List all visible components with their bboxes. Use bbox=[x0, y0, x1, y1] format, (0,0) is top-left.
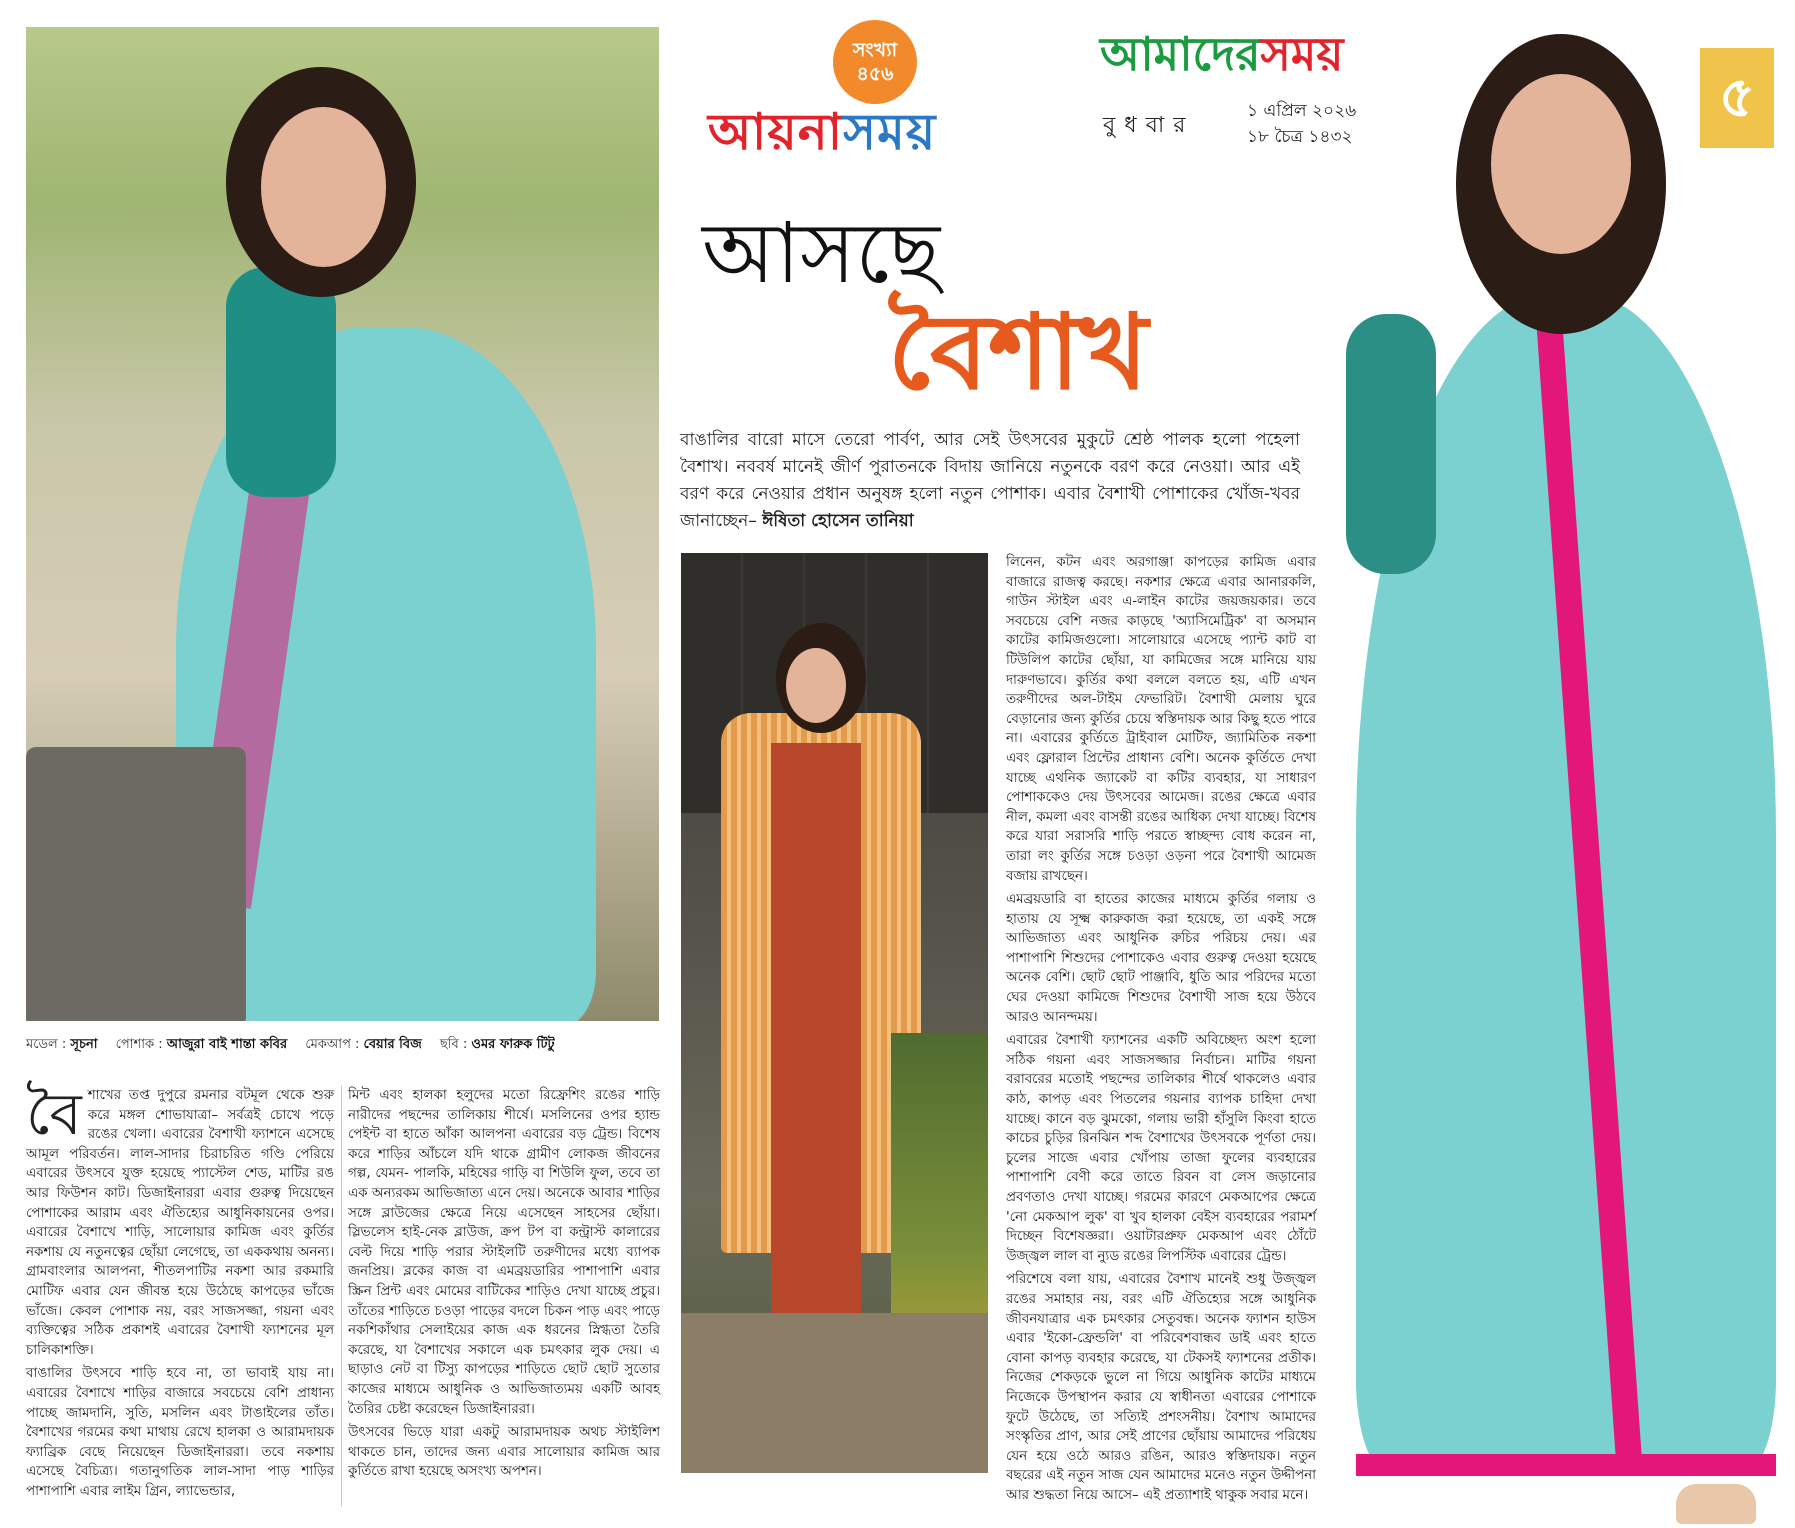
supplement-logo-part1: আয়না bbox=[708, 102, 844, 161]
article-paragraph: পরিশেষে বলা যায়, এবারের বৈশাখ মানেই শুধু উজ্জ্বল রঙের সমাহার নয়, বরং এটি ঐতিহ্যের সঙ্গে আধুনিক জীবনযাত্রার এক চমৎকার সেতুবন্ধ। অনেক ফ্যাশন হাউস এবার 'ইকো-ফ্রেন্ডলি' বা পরিবেশবান্ধব ডাই এবং হাতে বোনা কাপড় ব্যবহার করেছে, যা টেকসই ফ্যাশনের প্রতীক। নিজের শেকড়কে ভুলে না গিয়ে আধুনিক কাটের মাধ্যমে নিজেকে উপস্থাপন করার যে স্বাধীনতা এবারের পোশাকে ফুটে উঠেছে, তা সত্যিই প্রশংসনীয়। বৈশাখ আমাদের সংস্কৃতির প্রাণ, আর সেই প্রাণের ছোঁয়ায় আমাদের পরিধেয় যেন হয়ে ওঠে আরও রঙিন, আরও স্বস্তিদায়ক। নতুন বছরের এই নতুন সাজ যেন আমাদের মনেও নতুন উদ্দীপনা আর শুদ্ধতা নিয়ে আসে– এই প্রত্যাশাই থাকুক সবার মনে। bbox=[1006, 1272, 1316, 1503]
makeup-label: মেকআপ : bbox=[305, 1037, 360, 1052]
date-gregorian: ১ এপ্রিল ২০২৬ bbox=[1247, 101, 1357, 121]
article-paragraph: বাঙালির উৎসবে শাড়ি হবে না, তা ভাবাই যায় না। এবারের বৈশাখে শাড়ির বাজারে সবচেয়ে বেশি প্রাধান্য পাচ্ছে জামদানি, সুতি, মসলিন এবং টাঙাইলের তাঁত। বৈশাখের গরমের কথা মাথায় রেখে হালকা ও আরামদায়ক ফ্যাব্রিক বেছে নিয়েছেন ডিজাইনাররা। তবে নকশায় এসেছে বৈচিত্র্য। গতানুগতিক লাল-সাদা পাড় শাড়ির পাশাপাশি এবার লাইম গ্রিন, ল্যাভেন্ডার, bbox=[26, 1366, 334, 1499]
column-divider bbox=[341, 1086, 342, 1506]
model-face bbox=[1491, 74, 1631, 254]
intro-paragraph bbox=[680, 427, 1300, 535]
model-label: মডেল : bbox=[26, 1037, 67, 1052]
makeup-name: বেয়ার বিজ bbox=[363, 1037, 422, 1052]
model-face bbox=[261, 107, 386, 267]
page-number: ৫ bbox=[1700, 48, 1774, 148]
article-paragraph bbox=[26, 1080, 334, 1360]
article-paragraph: এমব্রয়ডারি বা হাতের কাজের মাধ্যমে কুর্তির গলায় ও হাতায় যে সূক্ষ্ম কারুকাজ করা হয়েছে, তা একই সঙ্গে আভিজাত্য এবং আধুনিক রুচির পরিচয় দেয়। এর পাশাপাশি শিশুদের পোশাকেও এবার গুরুত্ব দেওয়া হয়েছে অনেক বেশি। ছোট ছোট পাঞ্জাবি, ধুতি আর পরিদের মতো ঘের দেওয়া কামিজে শিশুদের বৈশাখী সাজ হয়ে উঠবে আরও আনন্দময়। bbox=[1006, 892, 1316, 1025]
date-bengali: ১৮ চৈত্র ১৪৩২ bbox=[1247, 127, 1353, 147]
model-photo-middle bbox=[681, 553, 988, 1473]
issue-badge bbox=[833, 20, 917, 104]
article-text: শাখের তপ্ত দুপুরে রমনার বটমূল থেকে শুরু করে মঙ্গল শোভাযাত্রা– সর্বত্রই চোখে পড়ে রঙের খেলা। এবারের বৈশাখী ফ্যাশনে এসেছে আমূল পরিবর্তন। লাল-সাদার চিরাচরিত গণ্ডি পেরিয়ে এবারের উৎসবে যুক্ত হয়েছে প্যাস্টেল শেড, মাটির রঙ আর ফিউশন কাট। ডিজাইনাররা এবার গুরুত্ব দিয়েছেন পোশাকের আরাম এবং ঐতিহ্যের আধুনিকায়নের ওপর। এবারের বৈশাখে শাড়ি, সালোয়ার কামিজ এবং কুর্তির নকশায় যে নতুনত্বের ছোঁয়া লেগেছে, তা এককথায় অনন্য। গ্রামবাংলার আলপনা, শীতলপাটির নকশা আর রকমারি মোটিফ এবার যেন জীবন্ত হয়ে উঠেছে কাপড়ের ভাঁজে ভাঁজে। কেবল পোশাক নয়, বরং সাজসজ্জা, গয়না এবং ব্যক্তিত্বের সঠিক প্রকাশই এবারের বৈশাখী ফ্যাশনের মূল চালিকাশক্তি। bbox=[26, 1088, 334, 1358]
outfit-label: পোশাক : bbox=[115, 1037, 163, 1052]
author-name: ঈষিতা হোসেন তানিয়া bbox=[762, 511, 914, 531]
article-paragraph: লিনেন, কটন এবং অরগাঞ্জা কাপড়ের কামিজ এবার বাজারে রাজত্ব করছে। নকশার ক্ষেত্রে এবার আনারকলি, গাউন স্টাইল এবং এ-লাইন কাটের জয়জয়কার। তবে সবচেয়ে বেশি নজর কাড়ছে 'অ্যাসিমেট্রিক' বা অসমান কাটের কামিজগুলো। সালোয়ারে এসেছে প্যান্ট কাট বা টিউলিপ কাটের ছোঁয়া, যা কামিজের সঙ্গে মানিয়ে যায় দারুণভাবে। কুর্তির কথা বললে বলতে হয়, এটি এখন তরুণীদের অল-টাইম ফেভারিট। বৈশাখী মেলায় ঘুরে বেড়ানোর জন্য কুর্তির চেয়ে স্বস্তিদায়ক আর কিছু হতে পারে না। এবারের কুর্তিতে ট্রাইবাল মোটিফ, জ্যামিতিক নকশা এবং ফ্লোরাল প্রিন্টের প্রাধান্য বেশি। অনেক কুর্তিতে দেখা যাচ্ছে এথনিক জ্যাকেট বা কটির ব্যবহার, যা সাধারণ পোশাককেও দেয় উৎসবের আমেজ। রঙের ক্ষেত্রে এবার নীল, কমলা এবং বাসন্তী রঙের আধিক্য দেখা যাচ্ছে। বিশেষ করে যারা সরাসরি শাড়ি পরতে স্বাচ্ছন্দ্য বোধ করেন না, তারা লং কুর্তির সঙ্গে চওড়া ওড়না পরে বৈশাখী আমেজ বজায় রাখছেন। bbox=[1006, 555, 1316, 884]
blouse-sleeve bbox=[226, 267, 336, 497]
red-jumpsuit bbox=[771, 743, 861, 1363]
floor bbox=[681, 1313, 988, 1473]
model-name: সূচনা bbox=[70, 1037, 98, 1052]
weekday: বুধবার bbox=[1103, 113, 1195, 138]
photographer-name: ওমর ফারুক টিটু bbox=[471, 1037, 555, 1052]
paper-logo bbox=[1100, 20, 1344, 96]
blouse-sleeve bbox=[1346, 314, 1436, 574]
sari-hem bbox=[1356, 1454, 1776, 1476]
supplement-logo-part2: সময় bbox=[843, 102, 937, 161]
article-column-3 bbox=[1006, 553, 1316, 1510]
issue-number: ৪৫৬ bbox=[856, 63, 894, 85]
photographer-label: ছবি : bbox=[439, 1037, 468, 1052]
model-photo-left bbox=[26, 27, 659, 1021]
issue-label: সংখ্যা bbox=[852, 39, 898, 61]
supplement-logo bbox=[708, 95, 936, 178]
article-paragraph: মিন্ট এবং হালকা হলুদের মতো রিফ্রেশিং রঙের শাড়ি নারীদের পছন্দের তালিকায় শীর্ষে। মসলিনের ওপর হ্যান্ড পেইন্ট বা হাতে আঁকা আলপনা এবারের বড় ট্রেন্ড। বিশেষ করে শাড়ির আঁচলে যদি থাকে গ্রামীণ লোকজ জীবনের গল্প, যেমন- পালকি, মহিষের গাড়ি বা শিউলি ফুল, তবে তা এক অন্যরকম আভিজাত্য এনে দেয়। অনেকে আবার শাড়ির সঙ্গে ব্লাউজের ক্ষেত্রে নিয়ে এসেছেন সাহসের ছোঁয়া। স্লিভলেস হাই-নেক ব্লাউজ, ক্রপ টপ বা কন্ট্রাস্ট কালারের বেল্ট দিয়ে শাড়ি পরার স্টাইলটি তরুণীদের মধ্যে ব্যাপক জনপ্রিয়। ব্লকের কাজ বা এমব্রয়ডারির পাশাপাশি এবার স্ক্রিন প্রিন্ট এবং মোমের বাটিকের শাড়িও দেখা যাচ্ছে প্রচুর। তাঁতের শাড়িতে চওড়া পাড়ের বদলে চিকন পাড় এবং পাড়ে নকশিকাঁথার সেলাইয়ের কাজ এক ধরনের স্নিগ্ধতা তৈরি করেছে, যা বৈশাখের সকালে এক চমৎকার লুক দেয়। এ ছাড়াও নেট বা টিস্যু কাপড়ের শাড়িতে ছোট ছোট সুতোর কাজের মাধ্যমে আধুনিক ও আভিজাত্যময় একটি আবহ তৈরির চেষ্টা করেছেন ডিজাইনাররা। bbox=[348, 1088, 660, 1417]
article-paragraph: উৎসবের ভিড়ে যারা একটু আরামদায়ক অথচ স্টাইলিশ থাকতে চান, তাদের জন্য এবার সালোয়ার কামিজ আর কুর্তিতে রাখা হয়েছে অসংখ্য অপশন। bbox=[348, 1425, 660, 1480]
article-paragraph: এবারের বৈশাখী ফ্যাশনের একটি অবিচ্ছেদ্য অংশ হলো সঠিক গয়না এবং সাজসজ্জার নির্বাচন। মাটির গয়না বরাবরের মতোই পছন্দের তালিকার শীর্ষে থাকলেও এবার কাঠ, কাপড় এবং পিতলের গয়নার ব্যাপক চাহিদা দেখা যাচ্ছে। কানে বড় ঝুমকো, গলায় ভারী হাঁসুলি কিংবা হাতে কাচের চুড়ির রিনঝিন শব্দ বৈশাখের উৎসবকে পূর্ণতা দেয়। চুলের সাজে এবার খোঁপায় তাজা ফুলের ব্যবহারের পাশাপাশি বেণী করে তাতে রিবন বা লেস জড়ানোর প্রবণতাও দেখা যাচ্ছে। গরমের কারণে মেকআপের ক্ষেত্রে 'নো মেকআপ লুক' বা খুব হালকা বেইস ব্যবহারের পরামর্শ দিচ্ছেন বিশেষজ্ঞরা। ওয়াটারপ্রুফ মেকআপ এবং ঠোঁটে উজ্জ্বল লাল বা ন্যুড রঙের লিপস্টিক এবারের ট্রেন্ড। bbox=[1006, 1033, 1316, 1264]
intro-text: বাঙালির বারো মাসে তেরো পার্বণ, আর সেই উৎসবের মুকুটে শ্রেষ্ঠ পালক হলো পহেলা বৈশাখ। নববর্ষ মানেই জীর্ণ পুরাতনকে বিদায় জানিয়ে নতুনকে বরণ করে নেওয়া। আর এই বরণ করে নেওয়ার প্রধান অনুষঙ্গ হলো নতুন পোশাক। এবার বৈশাখী পোশাকের খোঁজ-খবর জানাচ্ছেন– bbox=[680, 430, 1300, 531]
model-face bbox=[786, 648, 846, 723]
photo-credits bbox=[26, 1035, 666, 1056]
headline-line2: বৈশাখ bbox=[888, 290, 1148, 413]
outfit-name: আজুরা বাই শান্তা কবির bbox=[166, 1037, 288, 1052]
model-photo-right bbox=[1326, 14, 1795, 1528]
dropcap: বৈ bbox=[26, 1080, 82, 1148]
article-column-1 bbox=[26, 1080, 334, 1505]
paper-logo-part2: সময় bbox=[1260, 27, 1344, 81]
article-column-2 bbox=[348, 1086, 660, 1486]
stone-bench bbox=[26, 747, 246, 1021]
shoe bbox=[1676, 1484, 1756, 1524]
paper-logo-part1: আমাদের bbox=[1100, 27, 1261, 81]
headline-line1: আসছে bbox=[702, 204, 941, 302]
